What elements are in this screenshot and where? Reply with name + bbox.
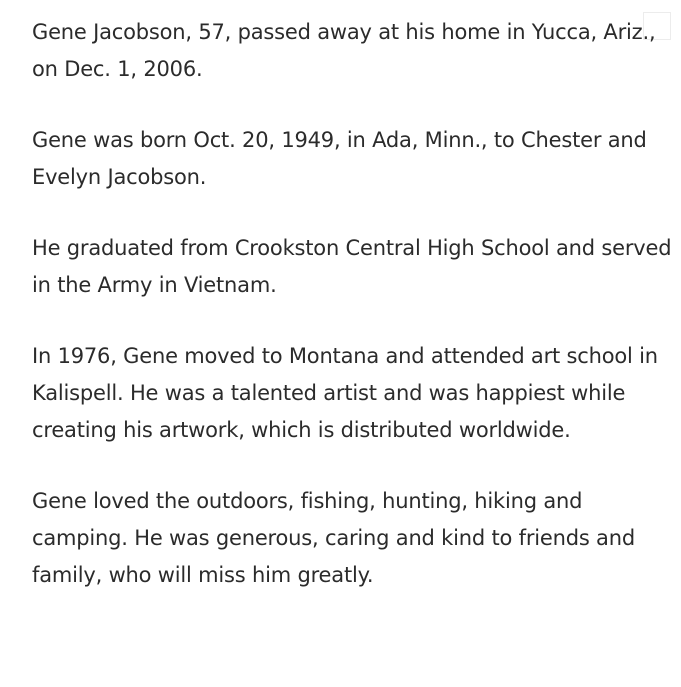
paragraph-interests: Gene loved the outdoors, fishing, hunting, hiking and camping. He was generous, caring and kind to friends and family, who will miss him greatly. [32,489,635,587]
paragraph-birth: Gene was born Oct. 20, 1949, in Ada, Minn., to Chester and Evelyn Jacobson. [32,128,647,189]
paragraph-education-service: He graduated from Crookston Central High School and served in the Army in Vietnam. [32,236,672,297]
obituary-text [32,14,672,628]
paragraph-art-career: In 1976, Gene moved to Montana and attended art school in Kalispell. He was a talented artist and was happiest while creating his artwork, which is distributed worldwide. [32,344,658,442]
paragraph-death-notice: Gene Jacobson, 57, passed away at his home in Yucca, Ariz., on Dec. 1, 2006. [32,20,656,81]
